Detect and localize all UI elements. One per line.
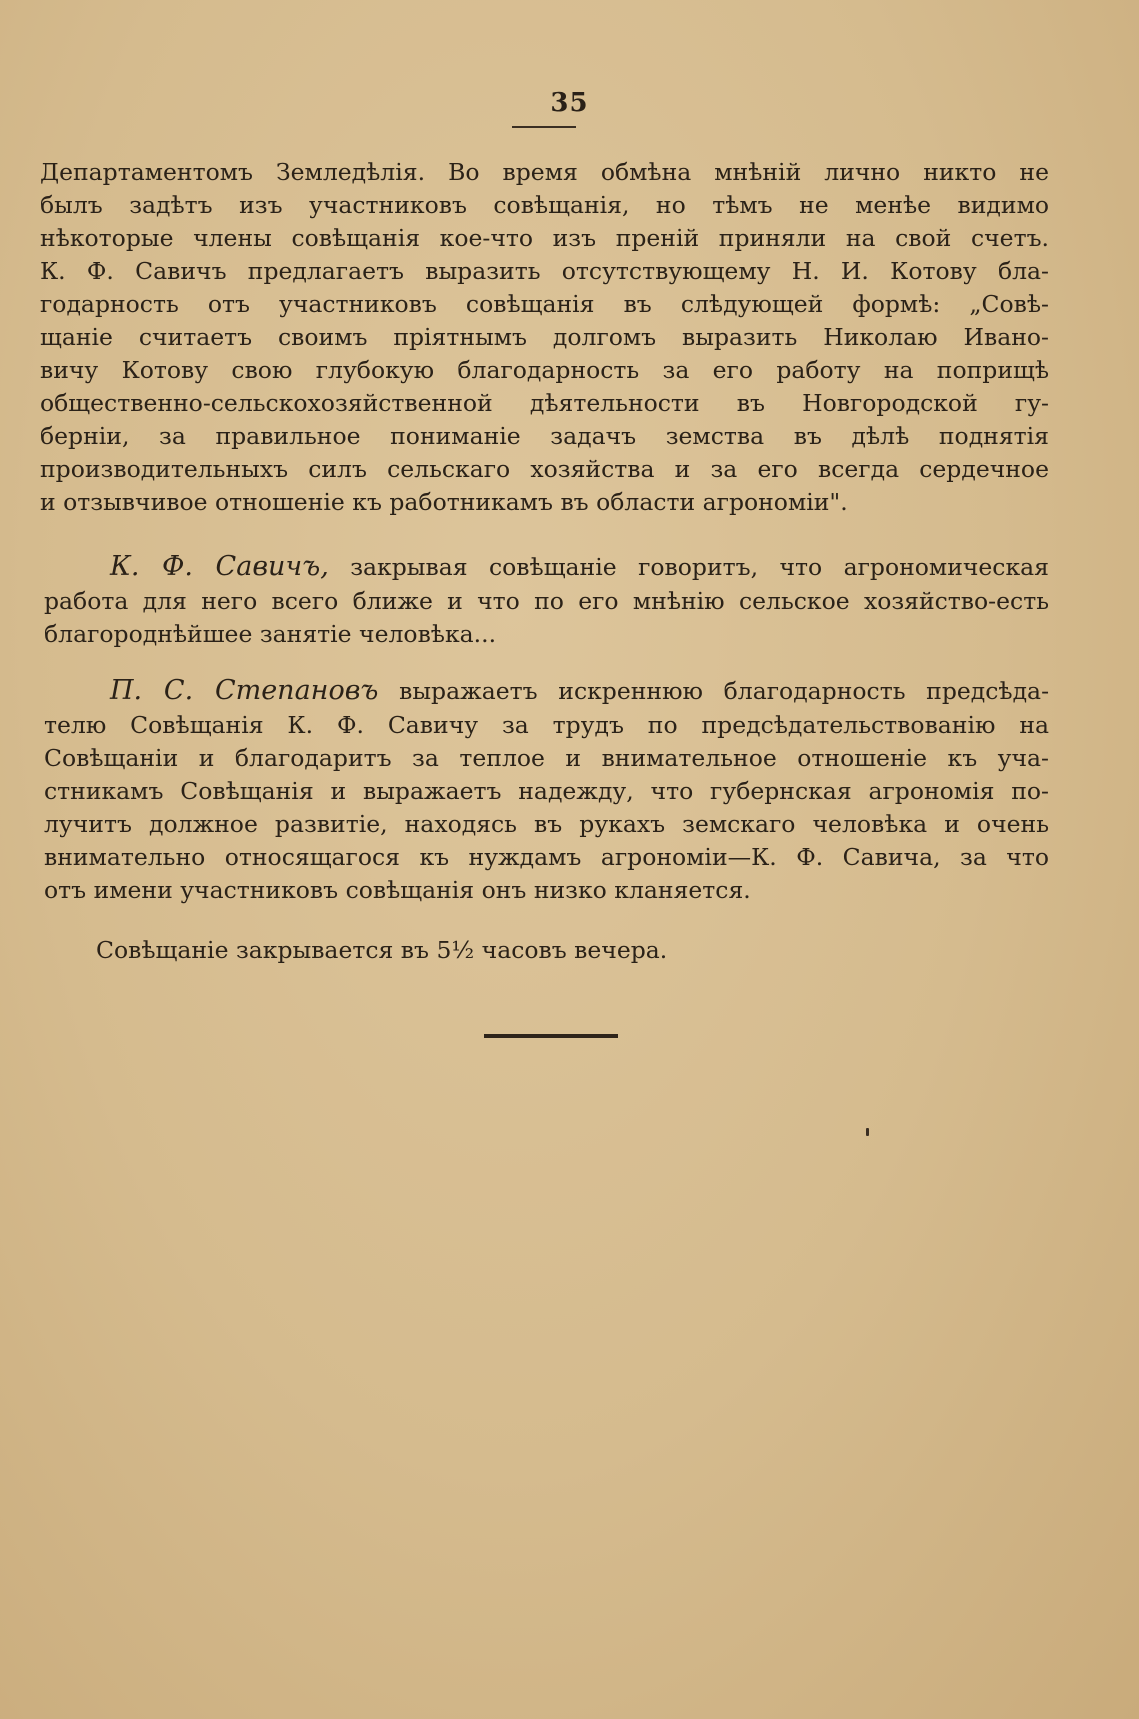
text-line: годарность отъ участниковъ совѣщанія въ слѣдующей формѣ: „Совѣ-	[40, 290, 1049, 318]
closing-line: Совѣщаніе закрывается въ 5½ часовъ вечера.	[96, 936, 668, 964]
text-line: и отзывчивое отношеніе къ работникамъ въ области агрономіи".	[40, 488, 848, 516]
print-speck	[866, 1128, 869, 1136]
text-line	[0, 676, 1139, 706]
text-line: Департаментомъ Земледѣлія. Во время обмѣна мнѣній лично никто не	[40, 158, 1049, 186]
text-line: былъ задѣтъ изъ участниковъ совѣщанія, но тѣмъ не менѣе видимо	[40, 191, 1049, 219]
text-line: лучитъ должное развитіе, находясь въ рукахъ земскаго человѣка и очень	[44, 810, 1049, 838]
text-fragment: выражаетъ искреннюю благодарность предсѣда-	[399, 677, 1050, 705]
text-line: отъ имени участниковъ совѣщанія онъ низко кланяется.	[44, 876, 751, 904]
text-line: благороднѣйшее занятіе человѣка...	[44, 620, 497, 648]
text-line: К. Ф. Савичъ предлагаетъ выразить отсутствующему Н. И. Котову бла-	[40, 257, 1049, 285]
end-rule	[484, 1034, 618, 1038]
text-line: работа для него всего ближе и что по его мнѣнію сельское хозяйство-есть	[44, 587, 1049, 615]
text-line: вичу Котову свою глубокую благодарность за его работу на поприщѣ	[40, 356, 1049, 384]
text-line: нѣкоторые члены совѣщанія кое-что изъ преній приняли на свой счетъ.	[40, 224, 1049, 252]
text-line: внимательно относящагося къ нуждамъ агрономіи—К. Ф. Савича, за что	[44, 843, 1049, 871]
page-number-rule	[512, 126, 576, 128]
page-number: 35	[550, 88, 589, 118]
speaker-name: К. Ф. Савичъ,	[110, 551, 329, 582]
text-line: телю Совѣщанія К. Ф. Савичу за трудъ по предсѣдательствованію на	[44, 711, 1049, 739]
text-fragment: закрывая совѣщаніе говоритъ, что агрономическая	[350, 553, 1049, 581]
text-line: берніи, за правильное пониманіе задачъ земства въ дѣлѣ поднятія	[40, 422, 1049, 450]
text-line: стникамъ Совѣщанія и выражаетъ надежду, что губернская агрономія по-	[44, 777, 1049, 805]
text-line: щаніе считаетъ своимъ пріятнымъ долгомъ выразить Николаю Ивано-	[40, 323, 1049, 351]
text-line: Совѣщаніи и благодаритъ за теплое и внимательное отношеніе къ уча-	[44, 744, 1049, 772]
speaker-name: П. С. Степановъ	[110, 675, 379, 706]
text-line	[0, 552, 1139, 582]
text-line: производительныхъ силъ сельскаго хозяйства и за его всегда сердечное	[40, 455, 1049, 483]
text-line: общественно-сельскохозяйственной дѣятельности въ Новгородской гу-	[40, 389, 1049, 417]
